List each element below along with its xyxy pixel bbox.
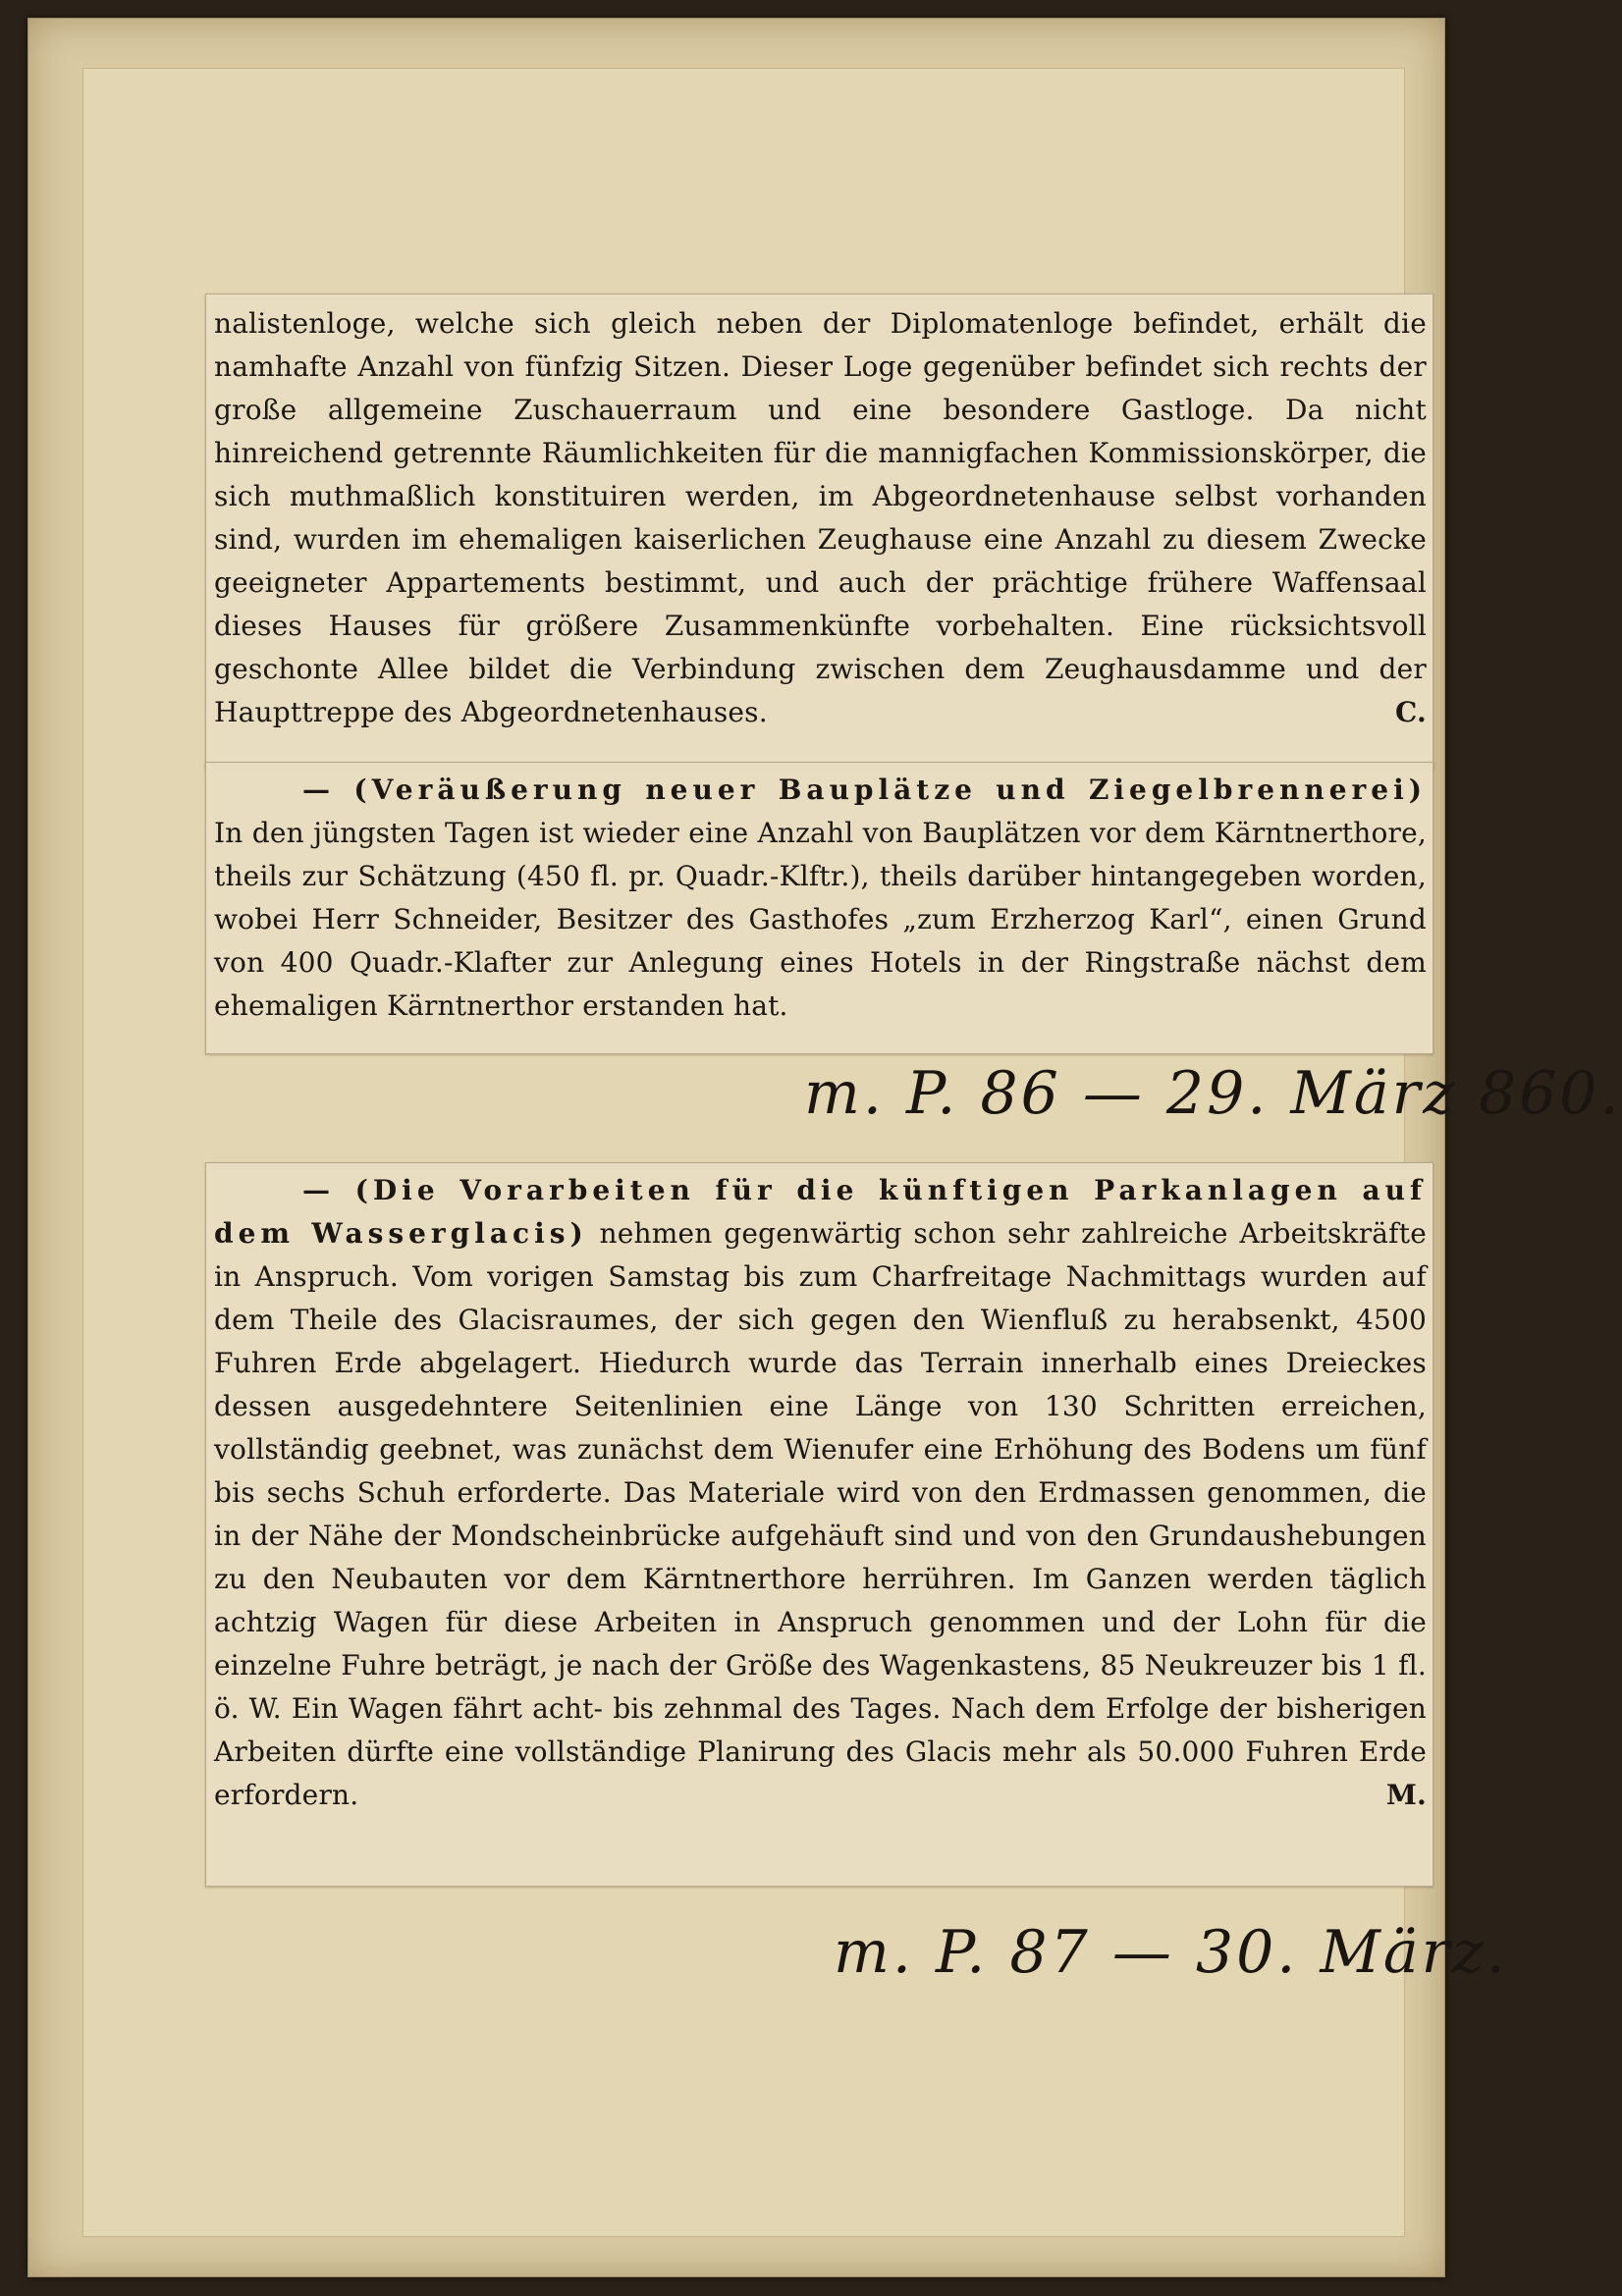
handwritten-annotation-2: m. P. 87 — 30. März. [834, 1918, 1508, 1987]
scrapbook-page [27, 18, 1622, 2277]
clipping-bottom-heading: — (Die Vorarbeiten für die künftigen Parkanlagen auf dem Wasserglacis) [214, 1174, 1427, 1250]
clipping-middle-text: In den jüngsten Tagen ist wieder eine Anzahl von Bauplätzen vor dem Kärntnerthore, theils zur Schätzung (450 fl. pr. Quadr.-Klftr.), theils darüber hintangegeben worden, wobei Herr Schneider, Besitzer des Gasthofes „zum Erzherzog Karl“, einen Grund von 400 Quadr.-Klafter zur Anlegung eines Hotels in der Ringstraße nächst dem ehemaligen Kärntnerthor erstanden hat. [214, 817, 1427, 1022]
clipping-bottom-signature: M. [1385, 1779, 1427, 1811]
clipping-top-signature: C. [1395, 696, 1427, 728]
clipping-bottom-text: nehmen gegenwärtig schon sehr zahlreiche Arbeitskräfte in Anspruch. Vom vorigen Samstag bis zum Charfreitage Nachmittags wurden auf dem Theile des Glacisraumes, der sich gegen den Wienfluß zu herabsenkt, 4500 Fuhren Erde abgelagert. Hiedurch wurde das Terrain innerhalb eines Dreieckes dessen ausgedehntere Seitenlinien eine Länge von 130 Schritten erreichen, vollständig geebnet, was zunächst dem Wienufer eine Erhöhung des Bodens um fünf bis sechs Schuh erforderte. Das Materiale wird von den Erdmassen genommen, die in der Nähe der Mondscheinbrücke aufgehäuft sind und von den Grundaushebungen zu den Neubauten vor dem Kärntnerthore herrühren. Im Ganzen werden täglich achtzig Wagen für diese Arbeiten in Anspruch genommen und der Lohn für die einzelne Fuhre beträgt, je nach der Größe des Wagenkastens, 85 Neukreuzer bis 1 fl. ö. W. Ein Wagen fährt acht- bis zehnmal des Tages. Nach dem Erfolge der bisherigen Arbeiten dürfte eine vollständige Planirung des Glacis mehr als 50.000 Fuhren Erde erfordern. [214, 1217, 1427, 1811]
handwritten-annotation-1: m. P. 86 — 29. März 860. [804, 1059, 1622, 1128]
clipping-top-text: nalistenloge, welche sich gleich neben der Diplomatenloge befindet, erhält die namhafte Anzahl von fünfzig Sitzen. Dieser Loge gegenüber befindet sich rechts der große allgemeine Zuschauerraum und eine besondere Gastloge. Da nicht hinreichend getrennte Räumlichkeiten für die mannigfachen Kommissionskörper, die sich muthmaßlich konstituiren werden, im Abgeordnetenhause selbst vorhanden sind, wurden im ehemaligen kaiserlichen Zeughause eine Anzahl zu diesem Zwecke geeigneter Appartements bestimmt, und auch der prächtige frühere Waffensaal dieses Hauses für größere Zusammenkünfte vorbehalten. Eine rücksichtsvoll geschonte Allee bildet die Verbindung zwischen dem Zeughausdamme und der Haupttreppe des Abgeordnetenhauses. [214, 307, 1427, 728]
newspaper-clipping-top [205, 294, 1433, 770]
newspaper-clipping-middle [205, 762, 1433, 1054]
clipping-middle-heading: — (Veräußerung neuer Bauplätze und Ziegelbrennerei) [302, 774, 1427, 806]
newspaper-clipping-bottom [205, 1162, 1433, 1887]
